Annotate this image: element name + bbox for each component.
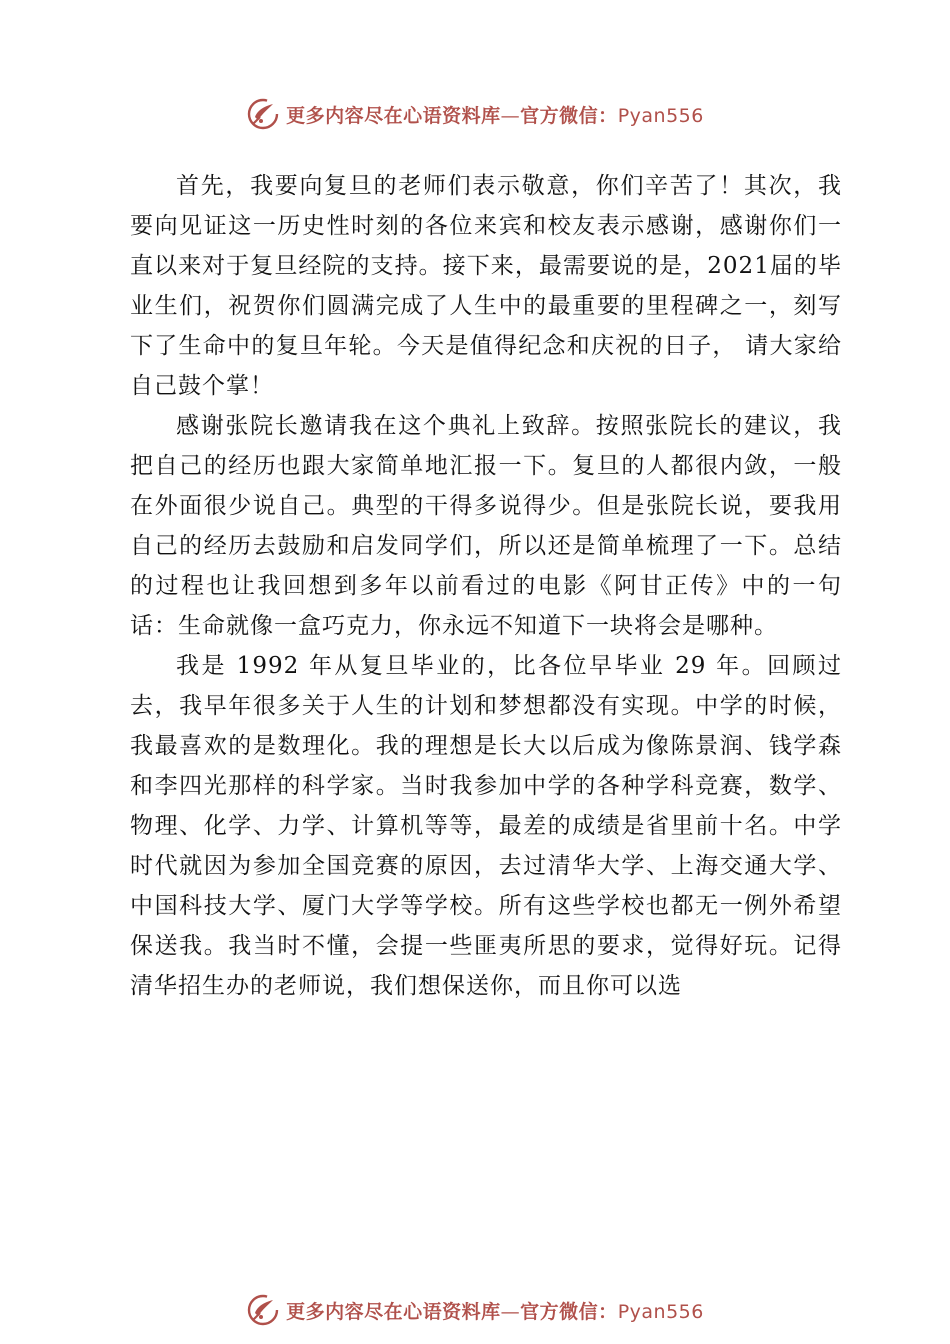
paragraph-1: 首先，我要向复旦的老师们表示敬意，你们辛苦了！其次，我要向见证这一历史性时刻的各位来宾和校友表示感谢，感谢你们一直以来对于复旦经院的支持。接下来，最需要说的是，2021届的毕业生们，祝贺你们圆满完成了人生中的最重要的里程碑之一，刻写下了生命中的复旦年轮。今天是值得纪念和庆祝的日子， 请大家给自己鼓个掌！ bbox=[130, 173, 842, 399]
header-banner-text bbox=[286, 101, 704, 128]
header-dash: — bbox=[500, 104, 521, 127]
footer-banner-text bbox=[286, 1297, 704, 1324]
footer-wechat: Pyan556 bbox=[617, 1300, 704, 1323]
brand-logo-icon bbox=[246, 1293, 280, 1327]
header-wechat: Pyan556 bbox=[617, 104, 704, 127]
footer-cn: 更多内容尽在心语资料库 bbox=[286, 1300, 501, 1323]
header-cn: 更多内容尽在心语资料库 bbox=[286, 104, 501, 127]
paragraph-2: 感谢张院长邀请我在这个典礼上致辞。按照张院长的建议，我把自己的经历也跟大家简单地汇报一下。复旦的人都很内敛，一般在外面很少说自己。典型的干得多说得少。但是张院长说，要我用自己的经历去鼓励和启发同学们，所以还是简单梳理了一下。总结的过程也让我回想到多年以前看过的电影《阿甘正传》中的一句话：生命就像一盒巧克力，你永远不知道下一块将会是哪种。 bbox=[130, 413, 842, 639]
header-banner bbox=[0, 94, 950, 134]
footer-official: 官方微信： bbox=[520, 1300, 618, 1323]
footer-dash: — bbox=[500, 1300, 521, 1323]
header-official: 官方微信： bbox=[520, 104, 618, 127]
brand-logo-icon bbox=[246, 97, 280, 131]
document-body bbox=[130, 166, 842, 1006]
paragraph-3: 我是 1992 年从复旦毕业的，比各位早毕业 29 年。回顾过去，我早年很多关于人生的计划和梦想都没有实现。中学的时候，我最喜欢的是数理化。我的理想是长大以后成为像陈景润、钱学森和李四光那样的科学家。当时我参加中学的各种学科竞赛，数学、物理、化学、力学、计算机等等，最差的成绩是省里前十名。中学时代就因为参加全国竞赛的原因，去过清华大学、上海交通大学、中国科技大学、厦门大学等学校。所有这些学校也都无一例外希望保送我。我当时不懂，会提一些匪夷所思的要求，觉得好玩。记得清华招生办的老师说，我们想保送你，而且你可以选 bbox=[130, 653, 842, 999]
footer-banner bbox=[0, 1290, 950, 1330]
